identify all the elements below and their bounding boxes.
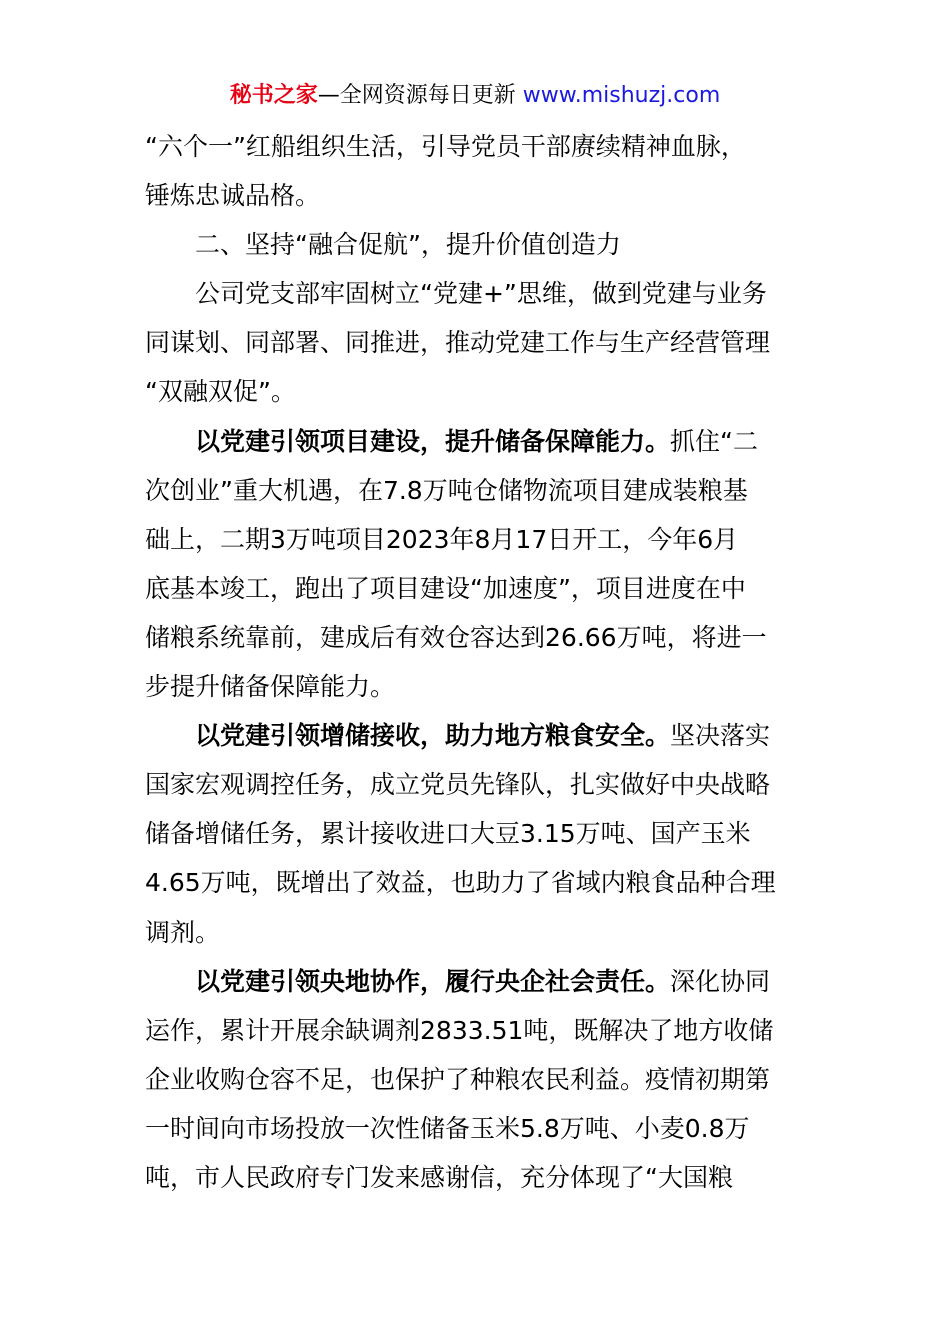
line-text: “双融双促”。 xyxy=(145,377,296,407)
paragraph-start-line xyxy=(145,417,810,466)
text-line xyxy=(145,1006,810,1055)
text-line xyxy=(145,858,810,907)
text-line xyxy=(145,662,810,711)
site-brand: 秘书之家 xyxy=(229,83,318,108)
paragraph-start-line xyxy=(145,711,810,760)
text-line xyxy=(145,1104,810,1153)
text-line xyxy=(145,760,810,809)
line-text: 抓住“二 xyxy=(670,426,758,456)
bold-lead: 以党建引领项目建设，提升储备保障能力。 xyxy=(195,426,671,456)
text-line xyxy=(145,908,810,957)
document-body xyxy=(145,122,810,1202)
text-line xyxy=(145,1055,810,1104)
text-line xyxy=(145,613,810,662)
line-text: 础上，二期3万吨项目2023年8月17日开工，今年6月 xyxy=(145,524,739,554)
line-text: 国家宏观调控任务，成立党员先锋队，扎实做好中央战略 xyxy=(145,770,771,800)
text-line xyxy=(145,122,810,171)
bold-lead: 以党建引领央地协作，履行央企社会责任。 xyxy=(195,966,671,996)
line-text: 4.65万吨，既增出了效益，也助力了省域内粮食品种合理 xyxy=(145,868,776,898)
line-text: 底基本竣工，跑出了项目建设“加速度”，项目进度在中 xyxy=(145,573,746,603)
line-text: 储粮系统靠前，建成后有效仓容达到26.66万吨，将进一 xyxy=(145,622,767,652)
section-heading xyxy=(145,220,810,269)
line-text: 一时间向市场投放一次性储备玉米5.8万吨、小麦0.8万 xyxy=(145,1113,750,1143)
text-line xyxy=(145,171,810,220)
line-text: 坚决落实 xyxy=(670,721,771,751)
text-line xyxy=(145,367,810,416)
line-text: 同谋划、同部署、同推进，推动党建工作与生产经营管理 xyxy=(145,328,771,358)
line-text: 吨，市人民政府专门发来感谢信，充分体现了“大国粮 xyxy=(145,1162,733,1192)
line-text: 运作，累计开展余缺调剂2833.51吨，既解决了地方收储 xyxy=(145,1015,774,1045)
line-text: 次创业”重大机遇，在7.8万吨仓储物流项目建成装粮基 xyxy=(145,475,748,505)
line-text: “六个一”红船组织生活，引导党员干部赓续精神血脉， xyxy=(145,132,746,161)
text-line xyxy=(145,318,810,367)
paragraph-start-line xyxy=(145,957,810,1006)
line-text: 深化协同 xyxy=(670,966,771,996)
line-text: 调剂。 xyxy=(145,917,221,947)
text-line xyxy=(145,515,810,564)
bold-lead: 以党建引领增储接收，助力地方粮食安全。 xyxy=(195,721,671,751)
line-text: 公司党支部牢固树立“党建+”思维，做到党建与业务 xyxy=(195,279,767,309)
line-text: 锤炼忠诚品格。 xyxy=(145,181,321,211)
text-line xyxy=(145,564,810,613)
text-line xyxy=(145,809,810,858)
site-tagline: —全网资源每日更新 xyxy=(317,83,523,108)
paragraph-start-line xyxy=(145,269,810,318)
heading-text: 二、坚持“融合促航”，提升价值创造力 xyxy=(195,230,621,260)
line-text: 企业收购仓容不足，也保护了种粮农民利益。疫情初期第 xyxy=(145,1064,771,1094)
text-line xyxy=(145,466,810,515)
line-text: 步提升储备保障能力。 xyxy=(145,672,396,702)
text-line xyxy=(145,1153,810,1202)
site-url-link[interactable]: www.mishuzj.com xyxy=(522,83,721,108)
site-header xyxy=(0,80,950,112)
line-text: 储备增储任务，累计接收进口大豆3.15万吨、国产玉米 xyxy=(145,819,751,849)
